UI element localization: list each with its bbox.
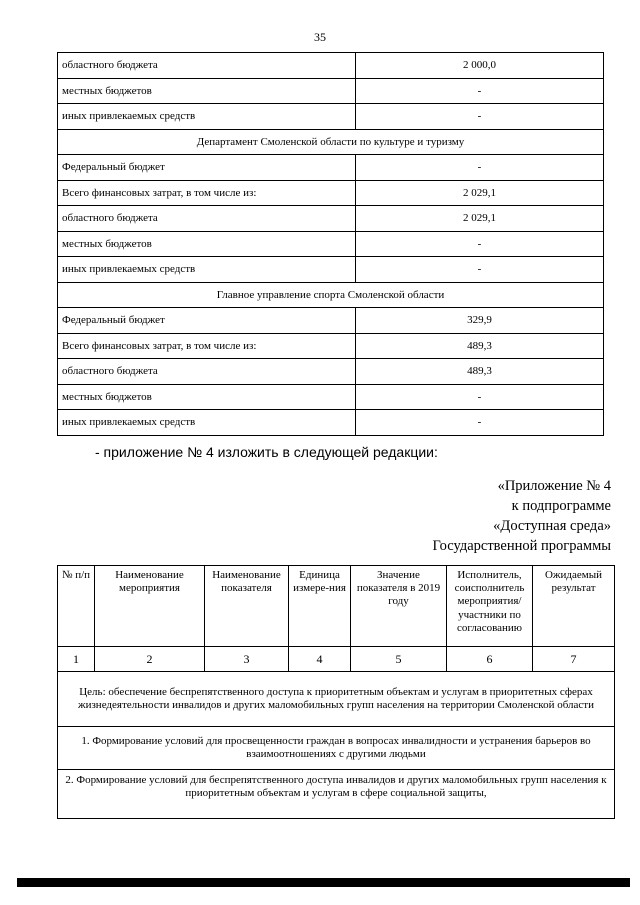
finance-row	[58, 308, 604, 334]
header-indicator-name: Наименование показателя	[205, 566, 289, 647]
finance-row	[58, 257, 604, 283]
instruction-text: - приложение № 4 изложить в следующей редакции:	[95, 444, 438, 460]
header-unit: Единица измере-ния	[289, 566, 351, 647]
column-number-5: 5	[351, 647, 447, 672]
finance-row	[58, 231, 604, 257]
finance-value: 2 029,1	[356, 206, 604, 232]
finance-value: -	[356, 410, 604, 436]
task-row-1: 1. Формирование условий для просвещенности граждан в вопросах инвалидности и устранения барьеров во взаимоотношениях с другими людьми	[58, 727, 615, 770]
finance-row	[58, 333, 604, 359]
finance-label: Федеральный бюджет	[58, 155, 356, 181]
column-number-4: 4	[289, 647, 351, 672]
finance-label: Всего финансовых затрат, в том числе из:	[58, 333, 356, 359]
finance-label: областного бюджета	[58, 359, 356, 385]
finance-value: 489,3	[356, 333, 604, 359]
column-number-6: 6	[447, 647, 533, 672]
finance-label: иных привлекаемых средств	[58, 410, 356, 436]
financing-table	[57, 52, 604, 436]
department-name: Главное управление спорта Смоленской области	[58, 282, 604, 308]
appendix-line: Государственной программы	[432, 538, 611, 554]
appendix-line: «Доступная среда»	[493, 518, 611, 534]
finance-label: областного бюджета	[58, 53, 356, 79]
finance-row	[58, 53, 604, 79]
finance-label: местных бюджетов	[58, 231, 356, 257]
column-number-7: 7	[533, 647, 615, 672]
header-number: № п/п	[58, 566, 95, 647]
finance-value: 329,9	[356, 308, 604, 334]
finance-value: 2 000,0	[356, 53, 604, 79]
finance-value: -	[356, 384, 604, 410]
header-executor: Исполнитель, соисполнитель мероприятия/ участники по согласованию	[447, 566, 533, 647]
indicators-table	[57, 565, 615, 819]
finance-label: иных привлекаемых средств	[58, 257, 356, 283]
finance-row	[58, 410, 604, 436]
header-value-2019: Значение показателя в 2019 году	[351, 566, 447, 647]
appendix-line: «Приложение № 4	[497, 478, 611, 494]
finance-row	[58, 384, 604, 410]
finance-label: Всего финансовых затрат, в том числе из:	[58, 180, 356, 206]
goal-row: Цель: обеспечение беспрепятственного доступа к приоритетным объектам и услугам в приоритетных сферах жизнедеятельности инвалидов и других маломобильных групп населения на территории Смоленской области	[58, 672, 615, 727]
finance-label: Федеральный бюджет	[58, 308, 356, 334]
column-number-2: 2	[95, 647, 205, 672]
page-number: 35	[314, 30, 326, 44]
finance-row	[58, 359, 604, 385]
finance-value: -	[356, 104, 604, 130]
appendix-line: к подпрограмме	[511, 498, 611, 514]
finance-value: 2 029,1	[356, 180, 604, 206]
finance-value: -	[356, 78, 604, 104]
finance-row	[58, 206, 604, 232]
finance-row	[58, 155, 604, 181]
task-row-2: 2. Формирование условий для беспрепятственного доступа инвалидов и других маломобильных групп населения к приоритетным объектам и услугам в сфере социальной защиты,	[58, 770, 615, 819]
appendix-header	[433, 476, 611, 556]
finance-label: местных бюджетов	[58, 78, 356, 104]
finance-label: иных привлекаемых средств	[58, 104, 356, 130]
finance-value: -	[356, 155, 604, 181]
department-row	[58, 129, 604, 155]
finance-value: -	[356, 231, 604, 257]
column-number-3: 3	[205, 647, 289, 672]
finance-row	[58, 104, 604, 130]
finance-label: областного бюджета	[58, 206, 356, 232]
finance-value: -	[356, 257, 604, 283]
department-row	[58, 282, 604, 308]
scan-edge-bar	[17, 878, 630, 887]
finance-row	[58, 180, 604, 206]
header-expected-result: Ожидаемый результат	[533, 566, 615, 647]
column-number-1: 1	[58, 647, 95, 672]
finance-row	[58, 78, 604, 104]
finance-label: местных бюджетов	[58, 384, 356, 410]
department-name: Департамент Смоленской области по культуре и туризму	[58, 129, 604, 155]
finance-value: 489,3	[356, 359, 604, 385]
header-event-name: Наименование мероприятия	[95, 566, 205, 647]
